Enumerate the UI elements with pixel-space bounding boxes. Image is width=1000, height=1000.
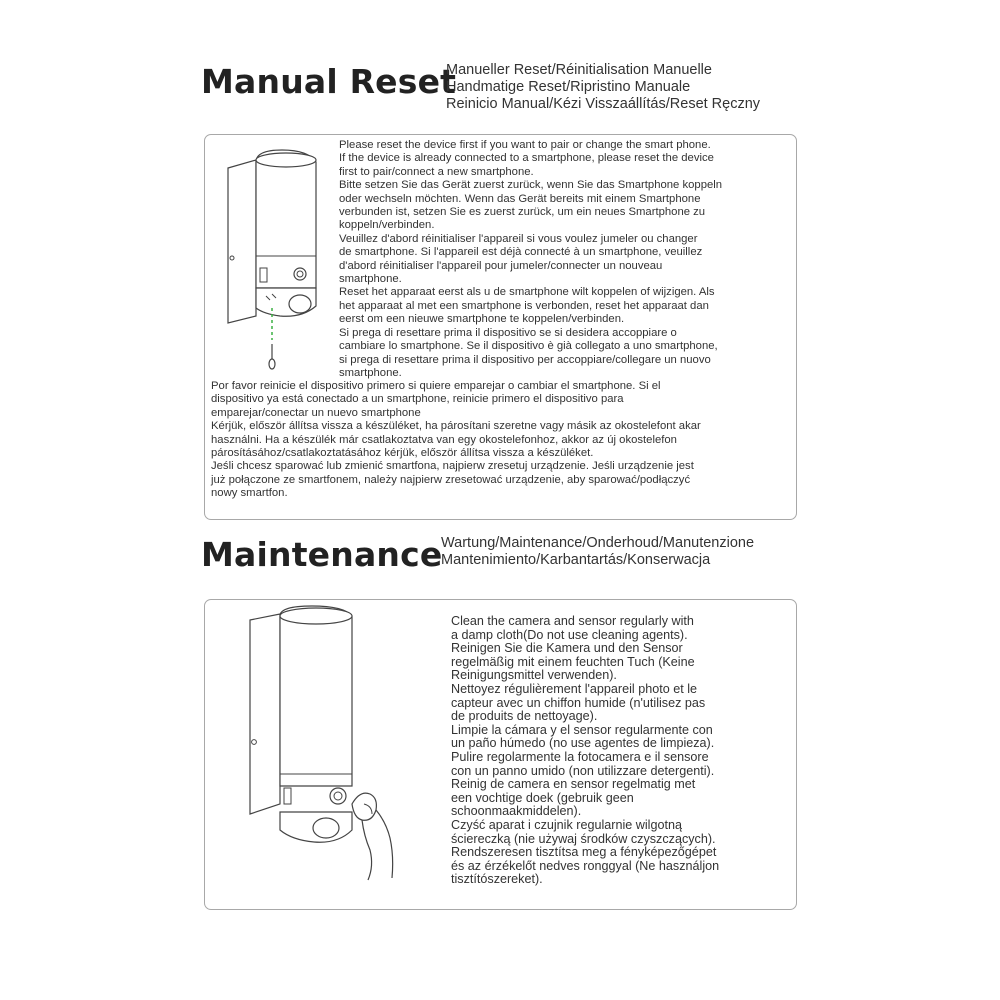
subtitle-line: Wartung/Maintenance/Onderhoud/Manutenzione	[441, 535, 755, 551]
maintenance-subtitle	[441, 535, 754, 569]
text-line: cambiare lo smartphone. Se il dispositivo è già collegato a uno smartphone,	[339, 340, 718, 353]
text-line: Reinig de camera en sensor regelmatig met	[451, 777, 696, 792]
text-line: Limpie la cámara y el sensor regularmente con	[451, 722, 713, 737]
text-line: de produits de nettoyage).	[451, 709, 598, 724]
text-line: Reinigen Sie die Kamera und den Sensor	[451, 641, 683, 656]
text-line: het apparaat al met een smartphone is verbonden, reset het apparaat dan	[339, 299, 709, 312]
text-line: Reinigungsmittel verwenden).	[451, 668, 617, 683]
text-line: już połączone ze smartfonem, należy najpierw zresetować urządzenie, aby sparować/podłączyć	[211, 473, 691, 486]
text-line: koppeln/verbinden.	[339, 219, 435, 232]
text-line: smartphone.	[339, 366, 402, 379]
text-line: capteur avec un chiffon humide (n'utilisez pas	[451, 695, 706, 710]
text-line: d'abord réinitialiser l'appareil pour jumeler/connecter un nouveau	[339, 259, 663, 272]
camera-device-illustration	[220, 148, 340, 388]
maintenance-text	[451, 615, 719, 887]
text-line: Por favor reinicie el dispositivo primero si quiere emparejar o cambiar el smartphone. Si el	[211, 380, 661, 392]
text-line: un paño húmedo (no use agentes de limpieza).	[451, 736, 715, 751]
manual-reset-text-right	[339, 139, 722, 380]
text-line: használni. Ha a készülék már csatlakoztatva van egy okostelefonhoz, akkor az új okostelefon	[211, 433, 677, 446]
text-line: eerst om een nieuwe smartphone te koppelen/verbinden.	[339, 313, 625, 326]
text-line: verbunden ist, setzen Sie es zuerst zurück, um ein neues Smartphone zu	[339, 206, 706, 219]
text-line: first to pair/connect a new smartphone.	[339, 165, 534, 178]
text-line: nowy smartfon.	[211, 487, 288, 500]
text-line: Bitte setzen Sie das Gerät zuerst zurück, wenn Sie das Smartphone koppeln	[339, 179, 723, 192]
text-line: a damp cloth(Do not use cleaning agents).	[451, 627, 688, 642]
text-line: Rendszeresen tisztítsa meg a fényképezőgépet	[451, 845, 717, 860]
text-line: Pulire regolarmente la fotocamera e il sensore	[451, 749, 709, 764]
subtitle-line: Handmatige Reset/Ripristino Manuale	[446, 79, 691, 95]
manual-reset-text-full	[211, 380, 701, 501]
manual-reset-title: Manual Reset	[201, 62, 457, 101]
text-line: ściereczką (nie używaj środków czyszczących).	[451, 831, 716, 846]
text-line: If the device is already connected to a smartphone, please reset the device	[339, 152, 714, 165]
text-line: Jeśli chcesz sparować lub zmienić smartfona, najpierw zresetuj urządzenie. Jeśli urządzenie jest	[211, 460, 694, 473]
text-line: Nettoyez régulièrement l'appareil photo et le	[451, 681, 698, 696]
text-line: Clean the camera and sensor regularly with	[451, 614, 694, 628]
text-line: de smartphone. Si l'appareil est déjà connecté à un smartphone, veuillez	[339, 246, 703, 259]
text-line: een vochtige doek (gebruik geen	[451, 790, 634, 805]
subtitle-line: Reinicio Manual/Kézi Visszaállítás/Reset Ręczny	[446, 96, 761, 112]
text-line: Veuillez d'abord réinitialiser l'appareil si vous voulez jumeler ou changer	[339, 232, 698, 245]
text-line: tisztítószereket).	[451, 872, 543, 887]
text-line: si prega di resettare prima il dispositivo per accoppiare/collegare un nuovo	[339, 353, 711, 366]
text-line: párosításához/csatlakoztatásához kérjük, először állítsa vissza a készüléket.	[211, 447, 594, 460]
text-line: és az érzékelőt nedves ronggyal (Ne használjon	[451, 858, 720, 873]
text-line: Kérjük, először állítsa vissza a készüléket, ha párosítani szeretne vagy másik az okostelefont akar	[211, 420, 701, 433]
text-line: Please reset the device first if you want to pair or change the smart phone.	[339, 139, 711, 151]
subtitle-line: Manueller Reset/Réinitialisation Manuelle	[446, 62, 712, 78]
text-line: schoonmaakmiddelen).	[451, 804, 582, 819]
text-line: smartphone.	[339, 273, 402, 286]
camera-device-illustration	[240, 608, 410, 888]
hand-cleaning-illustration	[352, 793, 393, 880]
text-line: Czyść aparat i czujnik regularnie wilgotną	[451, 817, 682, 832]
maintenance-title: Maintenance	[201, 535, 443, 574]
text-line: Si prega di resettare prima il dispositivo se si desidera accoppiare o	[339, 326, 677, 339]
text-line: Reset het apparaat eerst als u de smartphone wilt koppelen of wijzigen. Als	[339, 286, 715, 299]
text-line: dispositivo ya está conectado a un smartphone, reinicie primero el dispositivo para	[211, 393, 624, 406]
subtitle-line: Mantenimiento/Karbantartás/Konserwacja	[441, 552, 711, 568]
text-line: emparejar/conectar un nuevo smartphone	[211, 406, 421, 419]
manual-reset-subtitle	[446, 62, 760, 113]
text-line: regelmäßig mit einem feuchten Tuch (Keine	[451, 654, 695, 669]
text-line: oder wechseln möchten. Wenn das Gerät bereits mit einem Smartphone	[339, 192, 701, 205]
text-line: con un panno umido (non utilizzare detergenti).	[451, 763, 715, 778]
